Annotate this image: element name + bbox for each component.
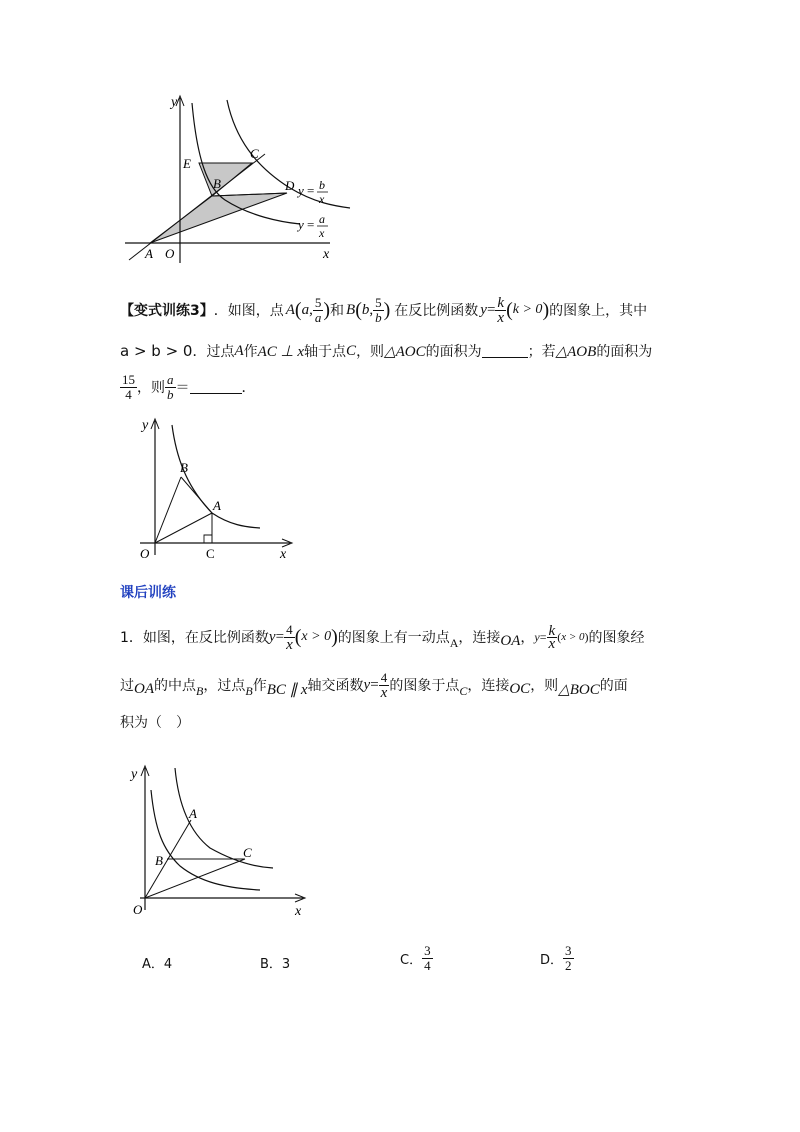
fraction-a-over-b-num: a xyxy=(167,371,174,387)
variant-3-text-4: ．过点 xyxy=(192,344,235,360)
fraction-k-over-x-num: k xyxy=(497,294,505,311)
curve-b-label-den: x xyxy=(319,192,325,206)
variant-3-text-7: ，则 xyxy=(356,344,385,360)
q1-oa-2: OA xyxy=(134,680,154,697)
var-point-b: B xyxy=(346,301,356,318)
q1-paren-close: ) xyxy=(331,625,338,648)
q1-text-7: 的中点 xyxy=(154,678,196,694)
figure-2-diagram xyxy=(130,415,305,565)
shaded-triangle-ebc xyxy=(199,163,252,196)
q1-paren-open: ( xyxy=(294,625,302,648)
comma-a: , xyxy=(309,301,313,318)
q1-fraction-4-over-x-2-den: x xyxy=(380,684,388,701)
q1-cond-2: x > 0 xyxy=(561,631,585,643)
q1-func3-eq: = xyxy=(370,676,379,693)
q1-fraction-4-over-x-num: 4 xyxy=(286,621,293,637)
fraction-a-over-b-den: b xyxy=(167,386,174,402)
figure-3-diagram xyxy=(125,760,315,920)
fraction-5-over-a xyxy=(313,296,324,325)
fraction-5-over-a-den: a xyxy=(314,309,322,325)
option-d-den: 2 xyxy=(565,957,572,973)
func-eq: = xyxy=(486,301,496,318)
label-y: y xyxy=(142,418,149,433)
fraction-5-over-a-num: 5 xyxy=(314,294,322,310)
variant-3-text-11: ，则 xyxy=(137,380,165,396)
option-c[interactable] xyxy=(400,940,433,976)
segment-o-b xyxy=(155,477,181,543)
ref-c: C xyxy=(346,342,357,359)
q1-func2-y: y xyxy=(534,629,540,644)
fraction-15-over-4 xyxy=(120,373,137,402)
q1-text-14: 的面 xyxy=(599,678,628,694)
label-x: x xyxy=(280,547,287,562)
label-C: C xyxy=(206,546,215,561)
variant-3-text-13: ． xyxy=(241,380,256,396)
q1-func3-y: y xyxy=(363,676,371,693)
curve-b-label-eq: = xyxy=(307,183,315,198)
fraction-5-over-b-num: 5 xyxy=(375,294,382,310)
var-point-a: A xyxy=(285,301,295,318)
label-E: E xyxy=(183,156,191,171)
q1-paren2-open: ( xyxy=(557,629,562,644)
fraction-5-over-b xyxy=(373,296,384,325)
figure-1-diagram xyxy=(115,88,355,268)
var-b: b xyxy=(361,301,370,318)
q1-text-12: ，连接 xyxy=(467,678,510,694)
label-D: D xyxy=(285,178,295,193)
q1-text-3: ，连接 xyxy=(458,630,501,646)
variant-3-line-2 xyxy=(120,340,652,362)
paren-open-k: ( xyxy=(506,298,513,321)
variant-3-title: 【变式训练3】 xyxy=(120,303,214,319)
variant-3-text-12: ＝ xyxy=(175,380,190,396)
q1-paren2-close: ) xyxy=(584,629,589,644)
triangle-aoc: △AOC xyxy=(384,343,426,360)
label-y: y xyxy=(171,95,178,110)
option-c-den: 4 xyxy=(424,957,431,973)
variant-3-text-5: 作 xyxy=(243,344,258,360)
q1-text-1: 1．如图，在反比例函数 xyxy=(120,630,269,646)
paren-close-a: ) xyxy=(323,298,331,321)
q1-fraction-4-over-x-2-num: 4 xyxy=(380,669,388,685)
answer-blank-2[interactable] xyxy=(190,381,242,394)
segment-o-a xyxy=(155,513,212,543)
q1-text-2: 的图象上有一动点 xyxy=(337,630,450,646)
fraction-15-over-4-den: 4 xyxy=(125,386,132,402)
paren-close-b: ) xyxy=(383,298,391,321)
curve-a-label-den: x xyxy=(319,226,325,240)
q1-fraction-4-over-x-2 xyxy=(379,671,390,700)
q1-point-a: A xyxy=(449,635,459,650)
label-x: x xyxy=(323,247,330,262)
comma-b: , xyxy=(369,301,374,318)
label-C: C xyxy=(250,146,259,161)
func-y: y xyxy=(480,301,487,318)
inequality: a > b > 0 xyxy=(120,342,193,360)
q1-oc: OC xyxy=(509,680,531,697)
q1-oa: OA xyxy=(500,632,521,649)
variant-3-text-9: ；若 xyxy=(527,344,556,360)
option-a[interactable]: A．4 xyxy=(142,957,173,972)
paren-close-k: ) xyxy=(542,298,550,321)
fraction-a-over-b xyxy=(165,373,176,402)
variant-3-text-1: ．如图，点 xyxy=(213,303,284,319)
answer-blank-1[interactable] xyxy=(482,345,528,358)
label-y: y xyxy=(131,767,138,782)
option-c-label: C． xyxy=(400,952,423,968)
option-d-label: D． xyxy=(540,952,564,968)
variant-3-text-10: 的面积为 xyxy=(596,344,653,360)
option-b[interactable]: B．3 xyxy=(260,957,291,972)
q1-point-b: B xyxy=(196,683,204,698)
question-1-line-1 xyxy=(120,620,645,654)
curve-a-label-eq: = xyxy=(307,217,315,232)
var-a: a xyxy=(301,301,310,318)
q1-text-6: 过 xyxy=(120,678,134,694)
q1-text-11: 的图象于点 xyxy=(389,678,460,694)
label-B: B xyxy=(155,853,163,868)
variant-3-text-6: 轴于点 xyxy=(304,344,347,360)
q1-triangle-boc: △BOC xyxy=(558,681,600,698)
label-A: A xyxy=(145,246,153,261)
section-heading-after-class: 课后训练 xyxy=(120,585,176,601)
variant-3-text-2: 在反比例函数 xyxy=(394,303,479,319)
text-and: 和 xyxy=(330,303,345,319)
label-C: C xyxy=(243,845,252,860)
right-angle-mark xyxy=(204,535,212,543)
curve-b-label-num: b xyxy=(319,178,325,192)
q1-text-5: 的图象经 xyxy=(588,630,645,646)
label-x: x xyxy=(295,904,302,919)
option-c-num: 3 xyxy=(424,942,431,958)
paren-open-a: ( xyxy=(294,298,302,321)
fraction-k-over-x-den: x xyxy=(497,309,505,326)
ref-a: A xyxy=(234,342,244,359)
option-d[interactable] xyxy=(540,940,574,976)
q1-fraction-k-over-x xyxy=(547,622,558,652)
q1-func2-eq: = xyxy=(539,629,547,644)
q1-text-8: ，过点 xyxy=(203,678,246,694)
label-B: B xyxy=(180,460,188,475)
triangle-aob: △AOB xyxy=(555,343,597,360)
segment-b-a xyxy=(181,477,212,513)
ac-perp-x: AC ⊥ x xyxy=(257,343,305,360)
curve-a-label-y: y xyxy=(298,217,304,232)
variant-3-text-8: 的面积为 xyxy=(425,344,482,360)
label-O: O xyxy=(140,546,150,561)
curve-b-label-y: y xyxy=(298,183,304,198)
q1-func-y: y xyxy=(268,628,276,645)
fraction-15-over-4-num: 15 xyxy=(122,371,135,387)
q1-func-eq: = xyxy=(275,628,285,645)
q1-text-9: 作 xyxy=(252,678,267,694)
q1-fraction-4-over-x-den: x xyxy=(286,636,293,653)
paren-open-b: ( xyxy=(355,298,362,321)
fraction-5-over-b-den: b xyxy=(375,309,382,325)
label-O: O xyxy=(133,902,143,917)
question-1-line-3: 积为（ ） xyxy=(120,715,190,731)
q1-point-c: C xyxy=(459,683,468,698)
q1-text-4: ， xyxy=(520,630,535,646)
label-A: A xyxy=(213,498,221,513)
option-d-num: 3 xyxy=(565,942,572,958)
label-O: O xyxy=(165,246,175,261)
curve-y-k-over-x xyxy=(151,790,260,890)
fraction-k-over-x xyxy=(495,296,506,325)
question-1-line-2 xyxy=(120,668,628,702)
q1-fraction-k-over-x-num: k xyxy=(548,622,556,639)
q1-cond: x > 0 xyxy=(301,629,332,644)
func-cond: k > 0 xyxy=(512,302,543,317)
variant-3-line-1 xyxy=(120,292,647,328)
option-d-fraction xyxy=(563,944,574,973)
option-c-fraction xyxy=(422,944,433,973)
variant-3-text-3: 的图象上，其中 xyxy=(549,303,648,319)
variant-3-line-3 xyxy=(120,370,256,404)
label-A: A xyxy=(189,806,197,821)
q1-text-13: ，则 xyxy=(530,678,559,694)
q1-fraction-k-over-x-den: x xyxy=(548,635,556,652)
q1-fraction-4-over-x xyxy=(284,623,295,652)
q1-bc-parallel-x: BC ∥ x xyxy=(266,681,308,698)
q1-point-b-2: B xyxy=(245,683,253,698)
label-B: B xyxy=(213,176,221,191)
q1-text-10: 轴交函数 xyxy=(307,678,364,694)
curve-a-label-num: a xyxy=(319,212,325,226)
